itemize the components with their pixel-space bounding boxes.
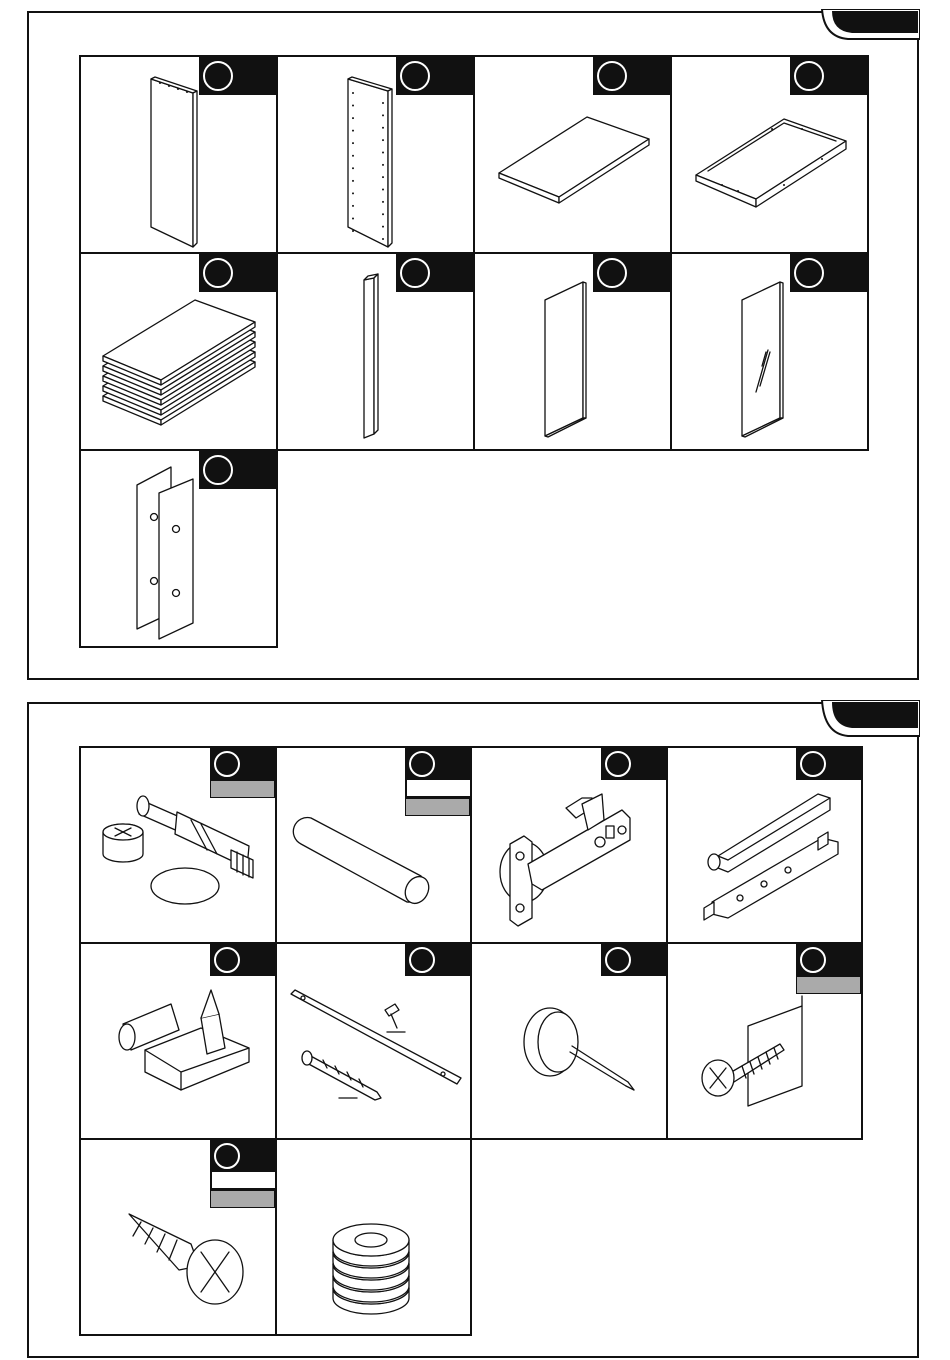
nail-cap-icon xyxy=(472,944,667,1140)
part-card[interactable] xyxy=(672,57,869,254)
part-card[interactable] xyxy=(475,254,672,451)
base-board-icon xyxy=(672,57,869,254)
glass-door-icon xyxy=(672,254,869,451)
panels-section-tab xyxy=(818,9,920,41)
hardware-card[interactable] xyxy=(472,748,668,944)
stacked-spacers-icon xyxy=(277,1140,472,1336)
cam-lock-icon xyxy=(81,748,276,944)
empty-area xyxy=(278,451,870,651)
drilled-side-panel-icon xyxy=(278,57,475,254)
shelf-stack-icon xyxy=(81,254,278,451)
hardware-card[interactable] xyxy=(81,944,277,1140)
hardware-grid xyxy=(79,746,863,1336)
hardware-card[interactable] xyxy=(277,1140,473,1336)
panels-grid xyxy=(79,55,869,648)
hardware-section-tab xyxy=(818,700,920,738)
hardware-card[interactable] xyxy=(668,748,864,944)
hardware-card[interactable] xyxy=(81,1140,277,1336)
back-strips-icon xyxy=(81,451,278,648)
cabinet-hinge-icon xyxy=(472,748,667,944)
part-card[interactable] xyxy=(475,57,672,254)
part-card[interactable] xyxy=(672,254,869,451)
hardware-card[interactable] xyxy=(472,944,668,1140)
wall-strap-kit-icon xyxy=(277,944,472,1140)
empty-area xyxy=(472,1140,872,1340)
hardware-card[interactable] xyxy=(277,944,473,1140)
hardware-card[interactable] xyxy=(668,944,864,1140)
part-card[interactable] xyxy=(278,57,475,254)
rail-strip-icon xyxy=(278,254,475,451)
part-card[interactable] xyxy=(81,57,278,254)
hardware-card[interactable] xyxy=(277,748,473,944)
door-panel-icon xyxy=(475,254,672,451)
screw-in-wood-icon xyxy=(668,944,863,1140)
part-card[interactable] xyxy=(278,254,475,451)
side-panel-icon xyxy=(81,57,278,254)
push-latch-icon xyxy=(668,748,863,944)
shelf-support-icon xyxy=(81,944,276,1140)
part-card[interactable] xyxy=(81,254,278,451)
top-board-icon xyxy=(475,57,672,254)
wood-screw-icon xyxy=(81,1140,276,1336)
wooden-dowel-icon xyxy=(277,748,472,944)
hardware-card[interactable] xyxy=(81,748,277,944)
part-card[interactable] xyxy=(81,451,278,648)
